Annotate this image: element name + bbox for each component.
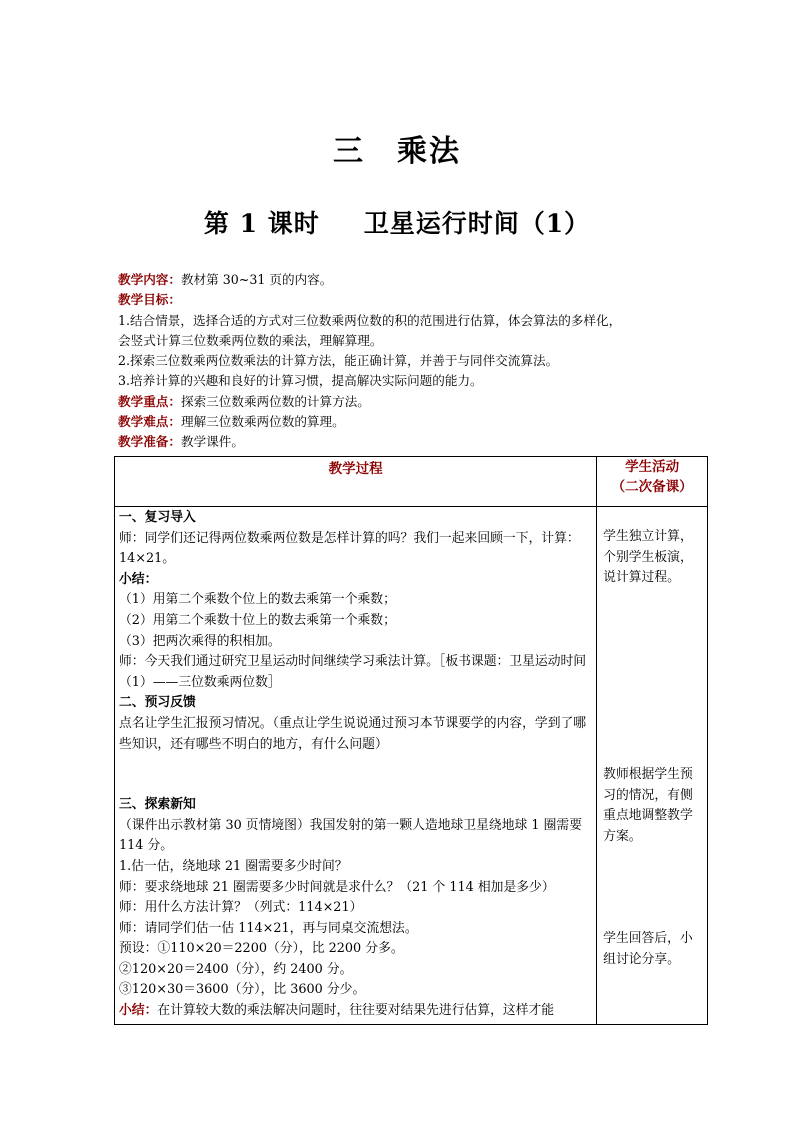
page-title: 三 乘法 [333, 134, 461, 169]
difficulty-row [118, 412, 718, 432]
header-activity [597, 457, 708, 507]
section-2-title: 二、预习反馈 [119, 695, 196, 711]
goals-label: 教学目标： [118, 292, 181, 308]
section-3-paragraph-7: ②120×20＝2400（分），约 2400 分。 [119, 961, 353, 977]
prep-label: 教学准备： [118, 434, 181, 450]
difficulty-label: 教学难点： [118, 414, 181, 430]
section-3-summary [119, 1001, 592, 1022]
activity-note-1: 学生独立计算，个别学生板演，说计算过程。 [603, 529, 693, 586]
key-row [118, 392, 718, 412]
section-3-paragraph-4: 师：用什么方法计算？（列式：114×21） [119, 900, 363, 916]
goals-row [118, 290, 718, 310]
header-activity-line-2: （二次备课） [611, 479, 693, 495]
section-1-summary-label: 小结： [119, 571, 158, 587]
lesson-table [114, 456, 708, 1025]
content-row [118, 270, 718, 290]
section-1-step-2: （2）用第二个乘数十位上的数去乘第一个乘数； [119, 612, 396, 628]
section-3-paragraph-8: ③120×30＝3600（分），比 3600 分少。 [119, 982, 366, 998]
section-1-paragraph-2: 师：今天我们通过研究卫星运动时间继续学习乘法计算。［板书课题：卫星运动时间（1）——三位数乘两位数］ [119, 654, 587, 690]
process-cell [115, 507, 597, 1025]
content-label: 教学内容： [118, 272, 181, 287]
header-activity-line-1: 学生活动 [625, 459, 680, 475]
lesson-topic: 卫星运行时间（1） [363, 209, 591, 238]
activity-note-2: 教师根据学生预习的情况，有侧重点地调整教学方案。 [603, 767, 693, 844]
section-3-paragraph-2: 1.估一估，绕地球 21 圈需要多少时间？ [119, 858, 348, 874]
section-3-paragraph-1: （课件出示教材第 30 页情境图）我国发射的第一颗人造地球卫星绕地球 1 圈需要 114 分。 [119, 817, 582, 854]
goal-1-line-1: 1.结合情景，选择合适的方式对三位数乘两位数的积的范围进行估算，体会算法的多样化， [118, 312, 622, 328]
section-1-title: 一、复习导入 [119, 510, 196, 525]
key-label: 教学重点： [118, 393, 181, 409]
lesson-number: 第 1 课时 [203, 209, 320, 238]
section-3-paragraph-6: 预设：①110×20＝2200（分），比 2200 分多。 [119, 941, 404, 957]
table-header-row [115, 457, 708, 507]
key-text: 探索三位数乘两位数的计算方法。 [180, 393, 370, 409]
difficulty-text: 理解三位数乘两位数的算理。 [180, 414, 345, 430]
section-2-paragraph-1: 点名让学生汇报预习情况。（重点让学生说说通过预习本节课要学的内容，学到了哪些知识，还有哪些不明白的地方，有什么问题） [119, 715, 587, 752]
goal-2: 2.探索三位数乘两位数乘法的计算方法，能正确计算，并善于与同伴交流算法。 [118, 353, 559, 369]
section-1-step-1: （1）用第二个乘数个位上的数去乘第一个乘数； [119, 592, 396, 608]
section-1-step-3: （3）把两次乘得的积相加。 [119, 633, 281, 649]
section-3-paragraph-5: 师：请同学们估一估 114×21，再与同桌交流想法。 [119, 920, 418, 936]
header-process: 教学过程 [115, 457, 597, 507]
section-3-title: 三、探索新知 [119, 797, 196, 813]
lesson-subtitle [0, 204, 794, 240]
activity-note-3: 学生回答后，小组讨论分享。 [603, 931, 693, 967]
activity-cell [597, 507, 708, 1025]
prep-text: 教学课件。 [180, 434, 244, 450]
section-3-summary-text: 在计算较大数的乘法解决问题时，往往要对结果先进行估算，这样才能 [157, 1003, 555, 1019]
section-3-summary-label: 小结： [119, 1003, 158, 1019]
section-1-paragraph-1: 师：同学们还记得两位数乘两位数是怎样计算的吗？我们一起来回顾一下，计算：14×21。 [119, 530, 580, 567]
content-text: 教材第 30~31 页的内容。 [180, 272, 333, 287]
goal-1-line-2: 会竖式计算三位数乘两位数的乘法，理解算理。 [118, 332, 383, 348]
section-3-paragraph-3: 师：要求绕地球 21 圈需要多少时间就是求什么？（21 个 114 相加是多少） [119, 879, 555, 895]
table-body-row [115, 507, 708, 1025]
teaching-meta [118, 270, 718, 453]
prep-row [118, 432, 718, 452]
goal-3: 3.培养计算的兴趣和良好的计算习惯，提高解决实际问题的能力。 [118, 373, 483, 389]
